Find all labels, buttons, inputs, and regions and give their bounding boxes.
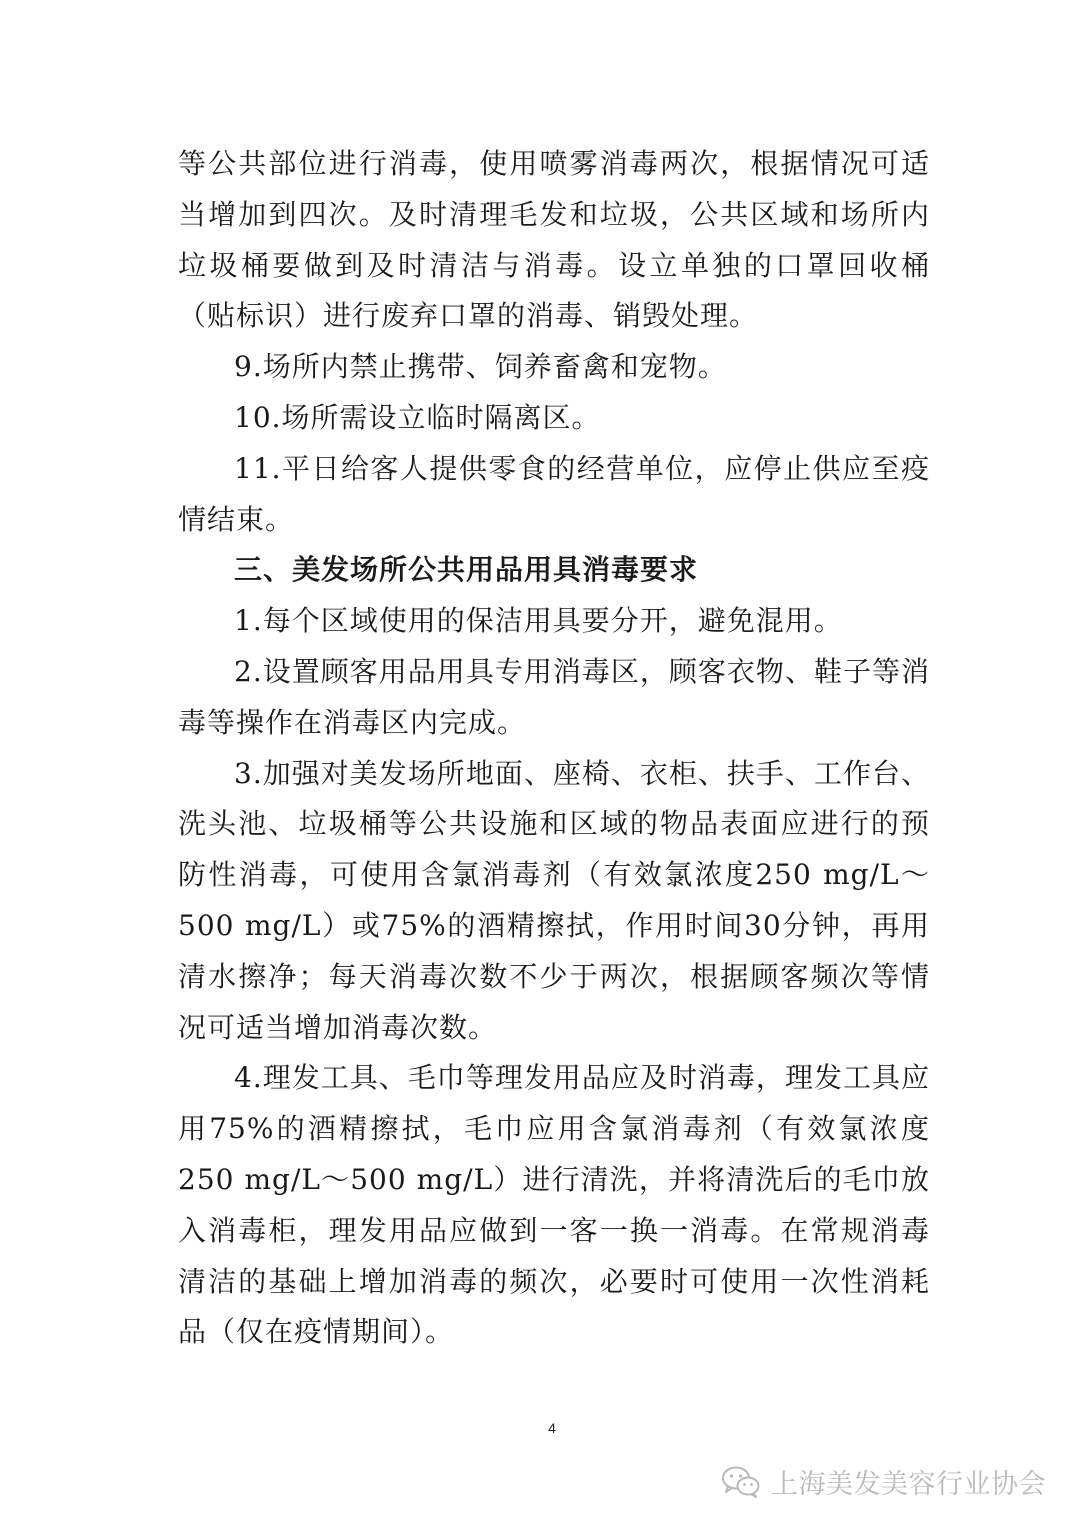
section-heading: 三、美发场所公共用品用具消毒要求 (234, 553, 699, 587)
page-number: 4 (548, 1420, 556, 1436)
paragraph-item-10: 10.场所需设立临时隔离区。 (234, 400, 601, 434)
wechat-icon (721, 1465, 761, 1499)
watermark-text: 上海美发美容行业协会 (771, 1469, 1046, 1500)
paragraph-item-4: 4.理发工具、毛巾等理发用品应及时消毒，理发工具应用75%的酒精擦拭，毛巾应用含氯消毒剂（有效氯浓度250 mg/L～500 mg/L）进行清洗，并将清洗后的毛巾放入消毒柜，理发用品应做到一客一换一消毒。在常规消毒清洁的基础上增加消毒的频次，必要时可使用一次性消耗品（仅在疫情期间）。 (178, 1061, 930, 1349)
paragraph-item-3: 3.加强对美发场所地面、座椅、衣柜、扶手、工作台、洗头池、垃圾桶等公共设施和区域的物品表面应进行的预防性消毒，可使用含氯消毒剂（有效氯浓度250 mg/L～500 mg/L）或75%的酒精擦拭，作用时间30分钟，再用清水擦净；每天消毒次数不少于两次，根据顾客频次等情况可适当增加消毒次数。 (178, 756, 930, 1044)
document-body (178, 139, 930, 1358)
paragraph-continued: 等公共部位进行消毒，使用喷雾消毒两次，根据情况可适当增加到四次。及时清理毛发和垃圾，公共区域和场所内垃圾桶要做到及时清洁与消毒。设立单独的口罩回收桶（贴标识）进行废弃口罩的消毒、销毁处理。 (178, 147, 930, 333)
paragraph-item-9: 9.场所内禁止携带、饲养畜禽和宠物。 (234, 350, 727, 384)
paragraph-item-11: 11.平日给客人提供零食的经营单位，应停止供应至疫情结束。 (178, 451, 930, 536)
paragraph-item-1: 1.每个区域使用的保洁用具要分开，避免混用。 (234, 604, 843, 638)
paragraph-item-2: 2.设置顾客用品用具专用消毒区，顾客衣物、鞋子等消毒等操作在消毒区内完成。 (178, 654, 930, 739)
watermark (721, 1462, 1046, 1501)
